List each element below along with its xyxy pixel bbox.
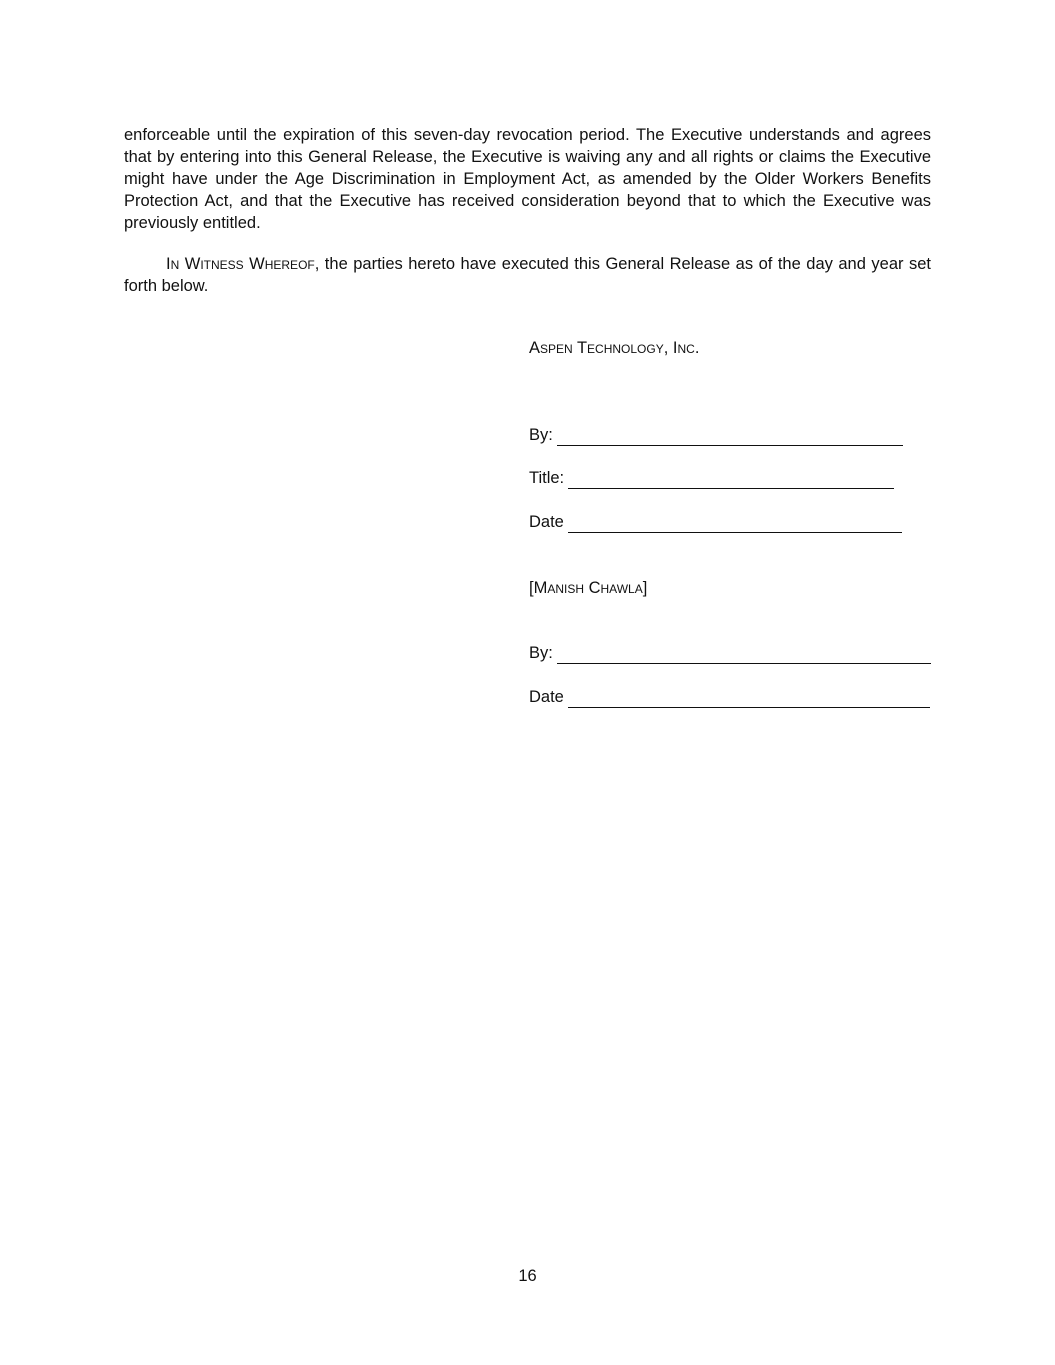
company-title-field[interactable] [568,472,894,489]
company-title-label: Title: [529,469,565,487]
executive-by-line [529,642,931,664]
company-by-line [529,424,903,446]
revocation-paragraph: enforceable until the expiration of this seven-day revocation period. The Executive understands and agrees that by entering into this General Release, the Executive is waiving any and all rights or claims the Executive might have under the Age Discrimination in Employment Act, as amended by the Older Workers Benefits Protection Act, and that the Executive has received consideration beyond that to which the Executive was previously entitled. [124,126,931,232]
page-number: 16 [518,1267,537,1285]
executive-date-line [529,686,930,708]
executive-signature-field[interactable] [557,647,931,664]
company-date-label: Date [529,513,564,531]
witness-paragraph [124,253,931,297]
company-date-field[interactable] [568,516,902,533]
witness-lead: In Witness Whereof [166,255,315,273]
company-date-line [529,511,902,533]
witness-text: , the parties hereto have executed this General Release as of the day and year set forth below. [124,255,931,295]
executive-name: [Manish Chawla] [529,579,648,597]
executive-by-label: By: [529,644,553,662]
company-title-line [529,467,894,489]
company-signature-field[interactable] [557,429,903,446]
executive-date-label: Date [529,688,564,706]
company-name: Aspen Technology, Inc. [529,339,700,357]
executive-date-field[interactable] [568,691,930,708]
company-by-label: By: [529,426,553,444]
